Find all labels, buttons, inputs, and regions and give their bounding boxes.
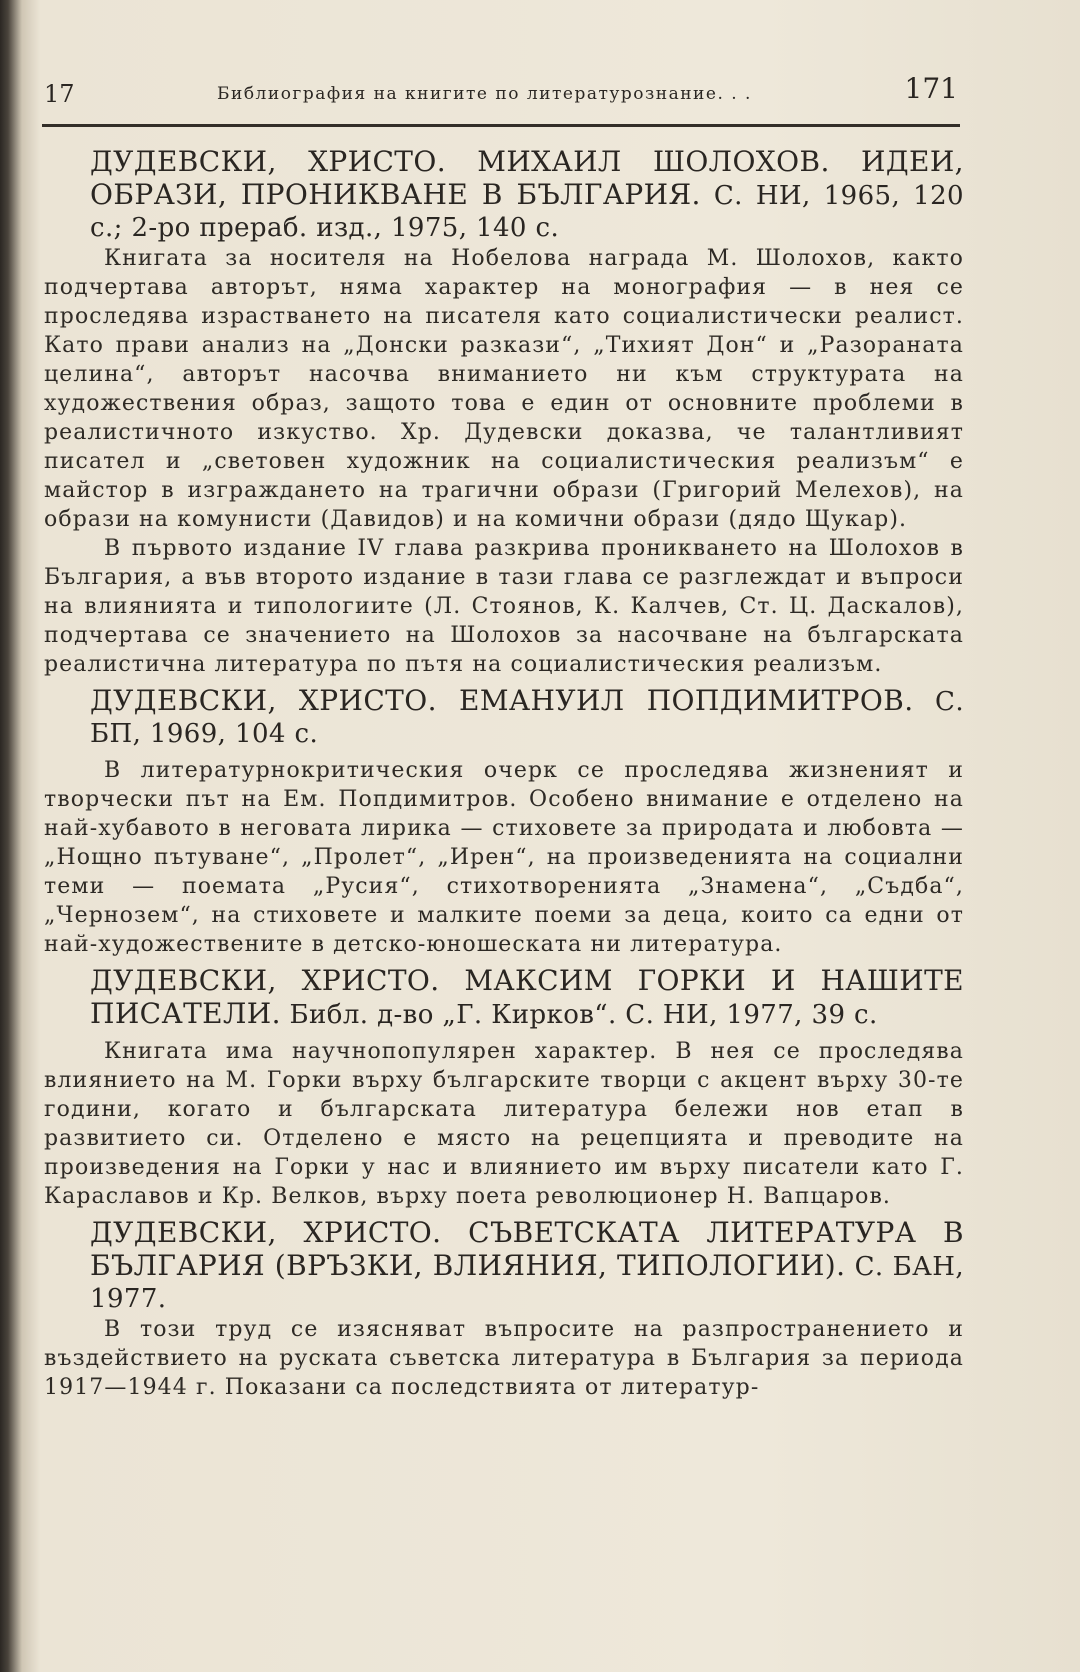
entry-title: ДУДЕВСКИ, ХРИСТО. СЪВЕТСКАТА ЛИТЕРАТУРА В БЪЛГАРИЯ (ВРЪЗКИ, ВЛИЯНИЯ, ТИПОЛОГИИ). xyxy=(90,1216,964,1282)
page-number: 171 xyxy=(904,72,958,105)
header-rule xyxy=(42,124,960,127)
section-number: 17 xyxy=(44,80,75,108)
entry-title: ДУДЕВСКИ, ХРИСТО. МАКСИМ ГОРКИ И НАШИТЕ ПИСАТЕЛИ. xyxy=(90,964,964,1030)
entry-paragraph: В литературнокритическия очерк се проследява жизненият и творчески път на Ем. Попдимитров. Особено внимание е отделено на най-хубавото в неговата лирика — стиховете за природата и любовта — „Нощно пътуване“, „Пролет“, „Ирен“, на произведенията на социални теми — поемата „Русия“, стихотворенията „Знамена“, „Съдба“, „Чернозем“, на стиховете и малките поеми за деца, които са едни от най-художествените в детско-юношеската ни литература. xyxy=(44,758,964,957)
bibliography-entry xyxy=(44,146,964,679)
entry-imprint: С. НИ, 1965, 120 с.; 2-ро прераб. изд., 1975, 140 с. xyxy=(90,181,964,243)
entry-title: ДУДЕВСКИ, ХРИСТО. МИХАИЛ ШОЛОХОВ. ИДЕИ, ОБРАЗИ, ПРОНИКВАНЕ В БЪЛГАРИЯ. xyxy=(90,145,964,211)
entry-paragraph: Книгата има научнопопулярен характер. В нея се проследява влиянието на М. Горки върху българските творци с акцент върху 30-те години, когато и българската литература бележи нов етап в развитието си. Отделено е място на рецепцията и преводите на произведения на Горки у нас и влиянието им върху писатели като Г. Караславов и Кр. Велков, върху поета революционер Н. Вапцаров. xyxy=(44,1039,964,1209)
entry-paragraph: В този труд се изясняват въпросите на разпространението и въздействието на руската съветска литература в България за периода 1917—1944 г. Показани са последствията от литератур- xyxy=(44,1317,964,1400)
entry-heading xyxy=(44,965,964,1031)
running-header xyxy=(42,72,962,122)
entry-heading xyxy=(44,685,964,750)
bibliography-entries xyxy=(44,140,964,1408)
entry-heading xyxy=(44,1217,964,1315)
entry-paragraph: В първото издание IV глава разкрива проникването на Шолохов в България, а във второто издание в тази глава се разглеждат и въпроси на влиянията и типологиите (Л. Стоянов, К. Калчев, Ст. Ц. Даскалов), подчертава се значението на Шолохов за насочване на българската реалистична литература по пътя на социалистическия реализъм. xyxy=(44,536,964,677)
entry-paragraph: Книгата за носителя на Нобелова награда М. Шолохов, както подчертава авторът, няма характер на монография — в нея се проследява израстването на писателя като социалистически реалист. Като прави анализ на „Донски разкази“, „Тихият Дон“ и „Разораната целина“, авторът насочва вниманието ни към структурата на художествения образ, защото това е един от основните проблеми в реалистичното изкуство. Хр. Дудевски доказва, че талантливият писател и „световен художник на социалистическия реализъм“ е майстор в изграждането на трагични образи (Григорий Мелехов), на образи на комунисти (Давидов) и на комични образи (дядо Щукар). xyxy=(44,246,964,532)
entry-imprint: С. БП, 1969, 104 с. xyxy=(90,687,964,749)
running-title: Библиография на книгите по литературознание. . . xyxy=(217,84,752,104)
entry-title: ДУДЕВСКИ, ХРИСТО. ЕМАНУИЛ ПОПДИМИТРОВ. xyxy=(90,684,914,717)
bibliography-entry xyxy=(44,685,964,959)
entry-imprint: С. БАН, 1977. xyxy=(90,1252,965,1314)
bibliography-entry xyxy=(44,965,964,1211)
bibliography-entry xyxy=(44,1217,964,1402)
entry-imprint: Библ. д-во „Г. Кирков“. С. НИ, 1977, 39 с. xyxy=(289,1000,878,1030)
entry-heading xyxy=(44,146,964,244)
